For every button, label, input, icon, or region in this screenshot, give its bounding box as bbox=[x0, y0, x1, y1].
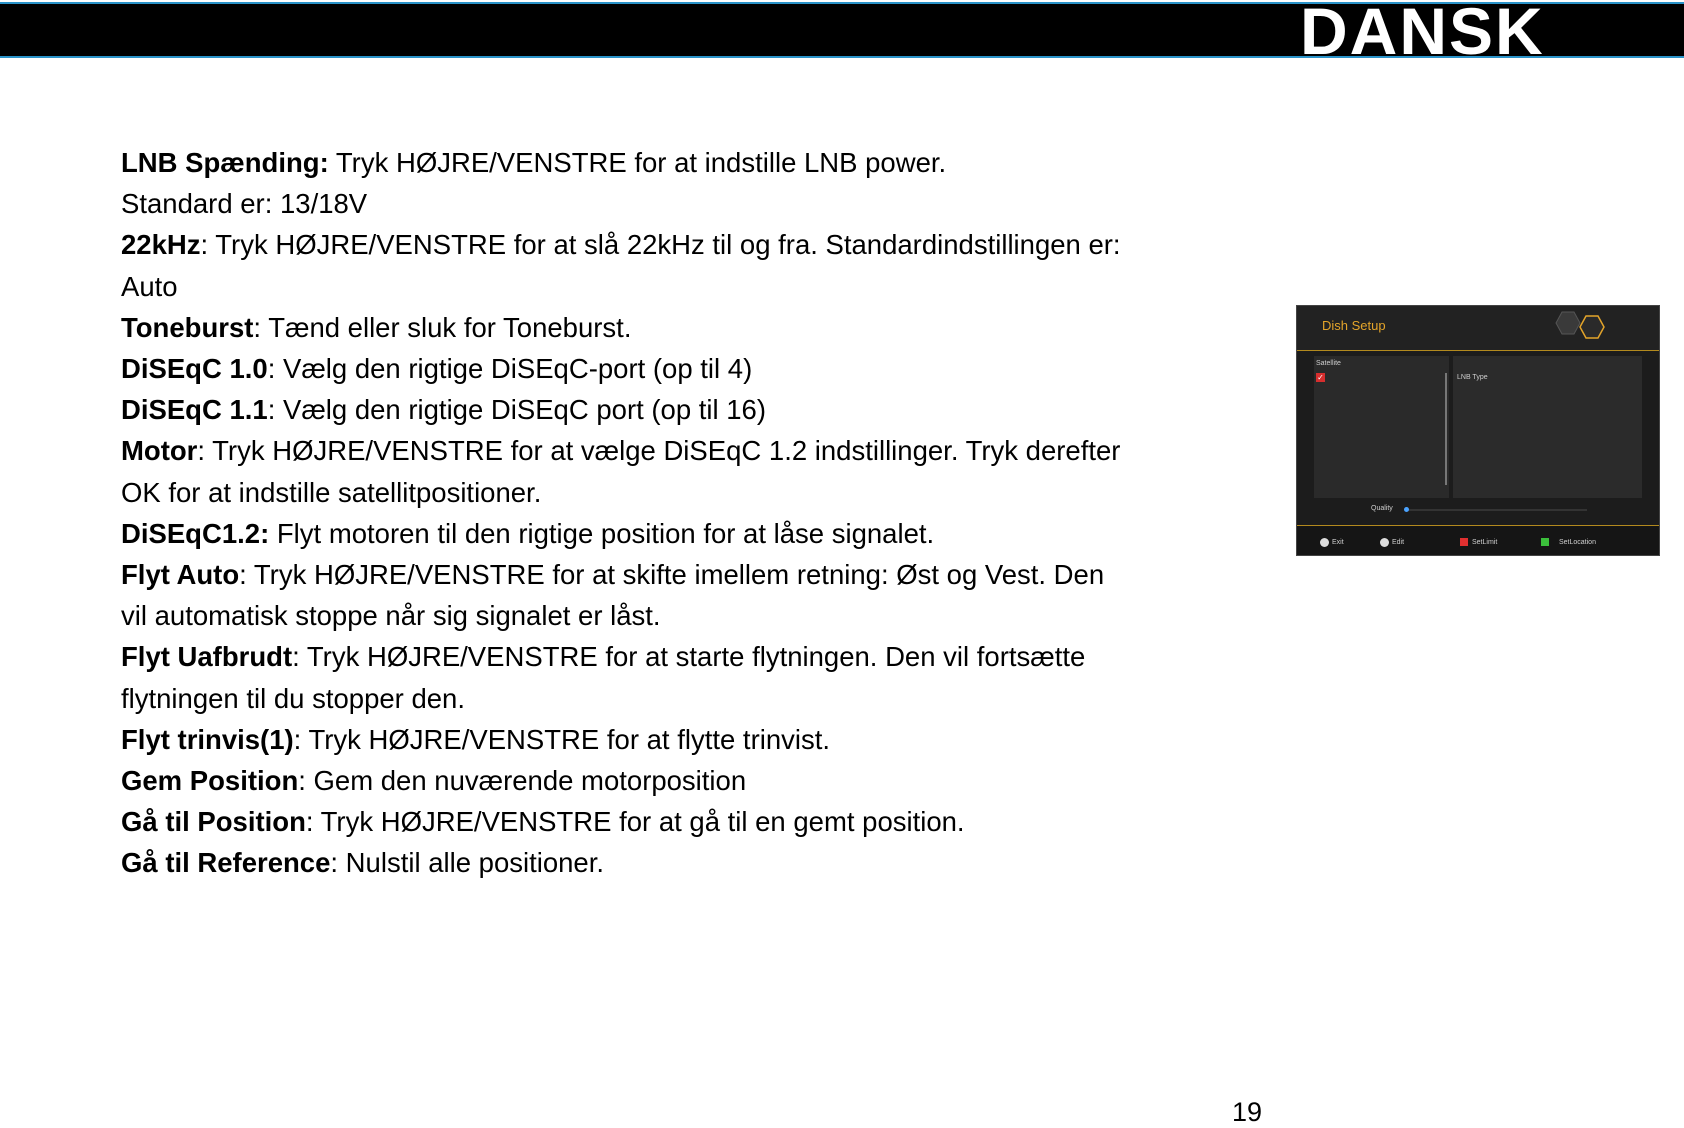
entry-line bbox=[121, 142, 1271, 183]
satellite-panel bbox=[1314, 356, 1449, 498]
entry-line bbox=[121, 183, 1271, 224]
entry-line bbox=[121, 513, 1271, 554]
entry-label: DiSEqC1.2: bbox=[121, 517, 270, 549]
entry-label: 22kHz bbox=[121, 229, 201, 261]
entry-text: : Vælg den rigtige DiSEqC-port (op til 4) bbox=[267, 353, 753, 385]
entry-text: : Tryk HØJRE/VENSTRE for at vælge DiSEqC 1.2 indstillinger. Tryk derefter bbox=[197, 435, 1121, 467]
dish-setup-screenshot bbox=[1296, 305, 1660, 556]
entry-text: Auto bbox=[121, 270, 178, 302]
edit-button-icon bbox=[1380, 538, 1389, 547]
quality-indicator bbox=[1404, 507, 1409, 512]
satellite-label: Satellite bbox=[1316, 360, 1341, 367]
quality-bar bbox=[1405, 509, 1587, 511]
scrollbar bbox=[1445, 373, 1447, 485]
entry-label: Gå til Reference bbox=[121, 847, 331, 879]
hexagon-icon bbox=[1579, 314, 1605, 340]
entry-label: Flyt Auto bbox=[121, 559, 240, 591]
entry-text: : Tænd eller sluk for Toneburst. bbox=[253, 311, 632, 343]
entry-text: : Tryk HØJRE/VENSTRE for at flytte trinvist. bbox=[293, 723, 831, 755]
page-number: 19 bbox=[1232, 1097, 1263, 1127]
entry-line bbox=[121, 842, 1271, 883]
entry-text: : Tryk HØJRE/VENSTRE for at starte flytningen. Den vil fortsætte bbox=[292, 641, 1086, 673]
green-button-icon bbox=[1541, 538, 1549, 546]
entry-line bbox=[121, 472, 1271, 513]
entry-text: : Gem den nuværende motorposition bbox=[298, 765, 747, 797]
entry-line bbox=[121, 801, 1271, 842]
entry-text: OK for at indstille satellitpositioner. bbox=[121, 476, 542, 508]
exit-label: Exit bbox=[1332, 539, 1344, 546]
setlocation-label: SetLocation bbox=[1559, 539, 1596, 546]
entry-text: Tryk HØJRE/VENSTRE for at indstille LNB power. bbox=[328, 147, 947, 178]
entry-text: : Tryk HØJRE/VENSTRE for at slå 22kHz til og fra. Standardindstillingen er: bbox=[200, 229, 1121, 261]
entry-text: flytningen til du stopper den. bbox=[121, 682, 465, 714]
entry-label: Gem Position bbox=[121, 765, 299, 797]
language-title: DANSK bbox=[1300, 0, 1545, 68]
entry-line bbox=[121, 348, 1271, 389]
entry-line bbox=[121, 678, 1271, 719]
entry-line bbox=[121, 266, 1271, 307]
entry-line bbox=[121, 595, 1271, 636]
entry-text: vil automatisk stoppe når sig signalet er låst. bbox=[121, 600, 661, 632]
hexagon-icon bbox=[1555, 310, 1581, 336]
entry-text: Flyt motoren til den rigtige position for at låse signalet. bbox=[269, 517, 935, 549]
red-button-icon bbox=[1460, 538, 1468, 546]
header-bar bbox=[0, 0, 1684, 68]
entry-label: Toneburst bbox=[121, 311, 254, 343]
exit-button-icon bbox=[1320, 538, 1329, 547]
entry-label: DiSEqC 1.1 bbox=[121, 394, 268, 426]
entry-label: Flyt Uafbrudt bbox=[121, 641, 293, 673]
entry-label: LNB Spænding: bbox=[121, 147, 329, 178]
setlimit-label: SetLimit bbox=[1472, 539, 1498, 546]
entry-text: : Nulstil alle positioner. bbox=[330, 847, 605, 879]
entry-text: : Vælg den rigtige DiSEqC port (op til 16) bbox=[267, 394, 767, 426]
entry-text: : Tryk HØJRE/VENSTRE for at skifte imellem retning: Øst og Vest. Den bbox=[239, 559, 1105, 591]
entry-line bbox=[121, 389, 1271, 430]
entry-label: Motor bbox=[121, 435, 198, 467]
entry-text: : Tryk HØJRE/VENSTRE for at gå til en gemt position. bbox=[305, 806, 965, 838]
entry-line bbox=[121, 430, 1271, 471]
settings-description bbox=[121, 142, 1271, 884]
quality-label: Quality bbox=[1371, 505, 1393, 512]
entry-line bbox=[121, 636, 1271, 677]
entry-line bbox=[121, 760, 1271, 801]
entry-line bbox=[121, 224, 1271, 265]
entry-text: Standard er: 13/18V bbox=[121, 188, 368, 220]
entry-line bbox=[121, 307, 1271, 348]
tv-button-bar bbox=[1297, 525, 1660, 556]
entry-label: DiSEqC 1.0 bbox=[121, 353, 268, 385]
entry-label: Gå til Position bbox=[121, 806, 306, 838]
edit-label: Edit bbox=[1392, 539, 1405, 546]
entry-label: Flyt trinvis(1) bbox=[121, 723, 294, 755]
lnb-type-label: LNB Type bbox=[1457, 374, 1488, 381]
entry-line bbox=[121, 554, 1271, 595]
checkbox-icon: ✓ bbox=[1317, 373, 1324, 382]
entry-line bbox=[121, 719, 1271, 760]
tv-title: Dish Setup bbox=[1322, 318, 1386, 333]
tv-titlebar bbox=[1297, 306, 1660, 351]
